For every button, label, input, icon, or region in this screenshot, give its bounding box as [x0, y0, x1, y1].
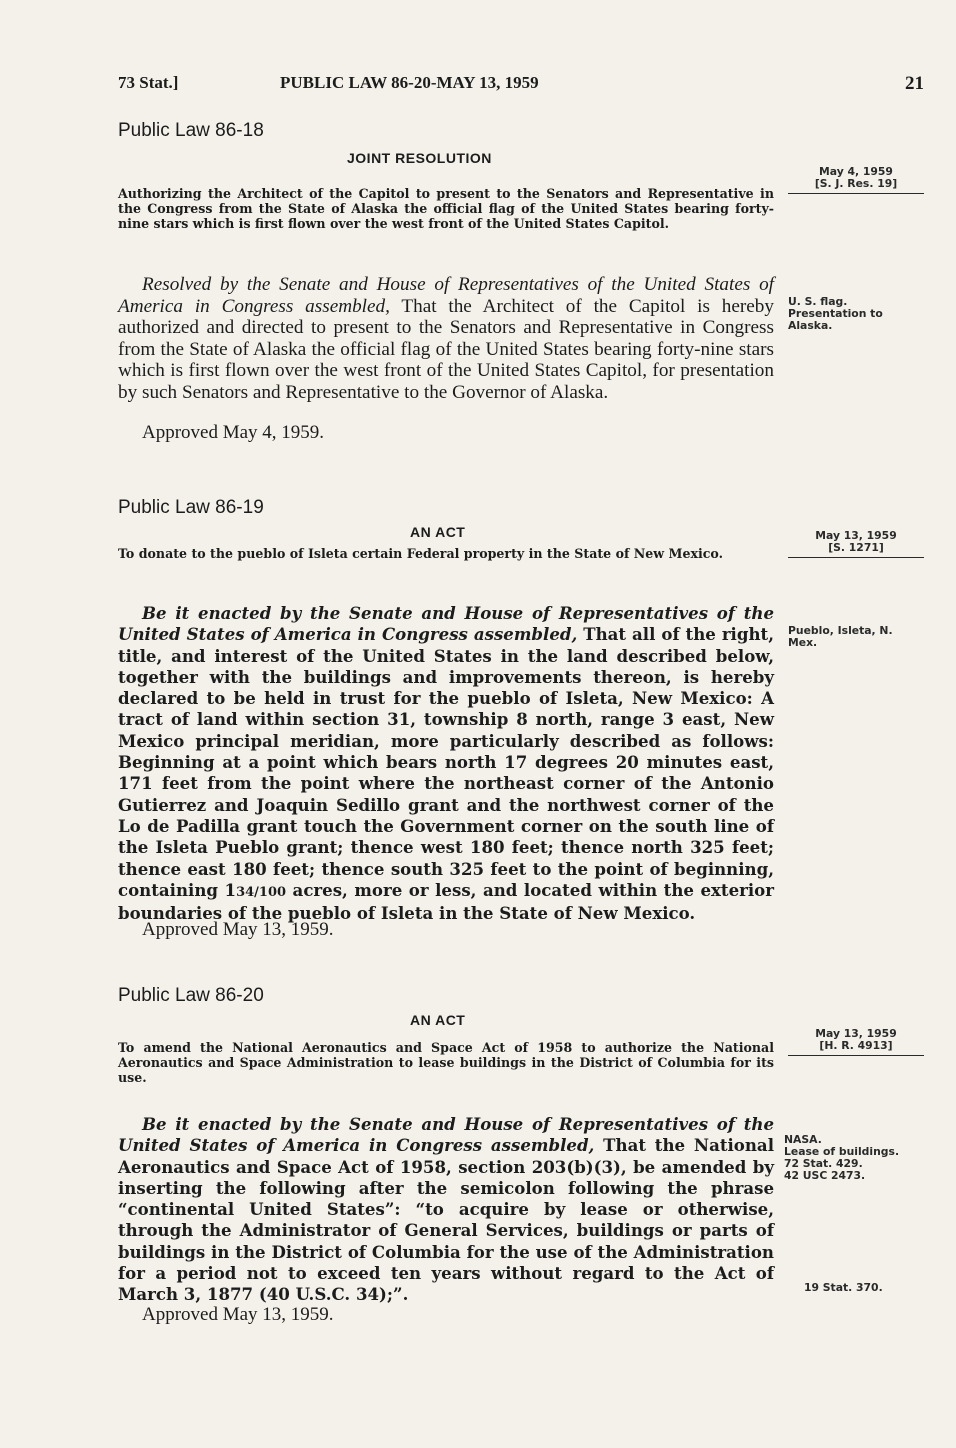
- approved-86-19: Approved May 13, 1959.: [142, 919, 334, 940]
- running-title: PUBLIC LAW 86-20-MAY 13, 1959: [280, 73, 539, 92]
- enacting-clause: Resolved by the Senate and House of Representatives of the United States of America in Congress assembled,: [118, 274, 774, 317]
- law-description-86-18: [118, 186, 774, 231]
- law-kind-86-18: JOINT RESOLUTION: [347, 150, 492, 166]
- margin-note-86-19: Pueblo, Isleta, N. Mex.: [788, 624, 893, 649]
- margin-note-nasa: NASA.: [784, 1133, 822, 1146]
- law-body-86-19: [118, 603, 774, 924]
- margin-note-86-18: U. S. flag. Presentation to Alaska.: [788, 295, 883, 332]
- body-text: That the Architect of the Capitol is hereby authorized and directed to present to the Senators and Representative in Congress from the State of Alaska the official flag of the United States bearing forty-nine stars which is first flown over the west front of the United States Capitol, for presentation by such Senators and Representative to the Governor of Alaska.: [118, 295, 774, 403]
- margin-citation-86-19: [788, 530, 924, 558]
- enacting-clause: Be it enacted by the Senate and House of Representatives of the United States of America in Congress assembled,: [118, 603, 774, 645]
- law-kind-86-20: AN ACT: [410, 1012, 466, 1028]
- law-title-86-20: Public Law 86-20: [118, 985, 264, 1006]
- margin-note-lease: Lease of buildings.: [784, 1145, 900, 1158]
- statute-volume: 73 Stat.]: [118, 73, 179, 92]
- body-text: That all of the right, title, and interest of the United States in the land described below, together with the buildings and improvements thereon, is hereby declared to be held in trust for the pueblo of Isleta, New Mexico: A tract of land within section 31, township 8 north, range 3 east, New Mexico principal meridian, more particularly described as follows: Beginning at a point which bears north 17 degrees 20 minutes east, 171 feet from the point where the northeast corner of the Antonio Gutierrez and Joaquin Sedillo grant and the northwest corner of the Lo de Padilla grant touch the Government corner on the south line of the Isleta Pueblo grant; thence west 180 feet; thence north 325 feet; thence east 180 feet; thence south 325 feet to the point of beginning, containing 1: [118, 624, 774, 900]
- margin-bill: [S. J. Res. 19]: [814, 177, 898, 190]
- margin-bill: [S. 1271]: [828, 541, 884, 554]
- law-body-86-20: [118, 1114, 774, 1306]
- margin-notes-86-20: [784, 1134, 914, 1182]
- law-description-86-20: To amend the National Aeronautics and Space Act of 1958 to authorize the National Aeronautics and Space Administration to lease buildings in the District of Columbia for its use.: [118, 1040, 774, 1085]
- margin-bill: [H. R. 4913]: [819, 1039, 893, 1052]
- margin-note-19-stat: 19 Stat. 370.: [804, 1281, 883, 1294]
- margin-note-stat: 72 Stat. 429.: [784, 1157, 863, 1170]
- acreage-fraction: 34/100: [236, 884, 287, 900]
- body-text: That the National Aeronautics and Space Act of 1958, section 203(b)(3), be amended by inserting the following after the semicolon following the phrase “continental United States”: “to acquire by lease or otherwise, through the Administrator of General Services, buildings or parts of buildings in the District of Columbia for the use of the Administration for a period not to exceed ten years without regard to the Act of March 3, 1877 (40 U.S.C. 34);”.: [118, 1135, 774, 1305]
- body-text-continued: acres, more or less, and located within the exterior boundaries of the pueblo of Isleta in the State of New Mexico.: [118, 879, 774, 924]
- approved-86-18: Approved May 4, 1959.: [142, 422, 325, 443]
- margin-note-usc: 42 USC 2473.: [784, 1169, 866, 1182]
- law-description-86-19: To donate to the pueblo of Isleta certain Federal property in the State of New Mexico.: [118, 546, 723, 561]
- approved-86-20: Approved May 13, 1959.: [142, 1304, 334, 1325]
- law-kind-86-19: AN ACT: [410, 524, 466, 540]
- page-number: 21: [905, 73, 924, 94]
- margin-citation-86-20: [788, 1028, 924, 1056]
- enacting-clause: Be it enacted by the Senate and House of Representatives of the United States of America in Congress assembled,: [118, 1114, 774, 1156]
- margin-date: May 13, 1959: [815, 1027, 897, 1040]
- margin-date: May 4, 1959: [819, 165, 893, 178]
- law-title-86-18: Public Law 86-18: [118, 120, 264, 141]
- law-title-86-19: Public Law 86-19: [118, 497, 264, 518]
- description-text: Authorizing the Architect of the Capitol to present to the Senators and Representative in the Congress from the State of Alaska the official flag of the United States bearing forty-nine stars which is first flown over the west front of the United States Capitol.: [118, 186, 774, 231]
- margin-citation-86-18: [788, 166, 924, 194]
- law-body-86-18: [118, 274, 774, 404]
- margin-date: May 13, 1959: [815, 529, 897, 542]
